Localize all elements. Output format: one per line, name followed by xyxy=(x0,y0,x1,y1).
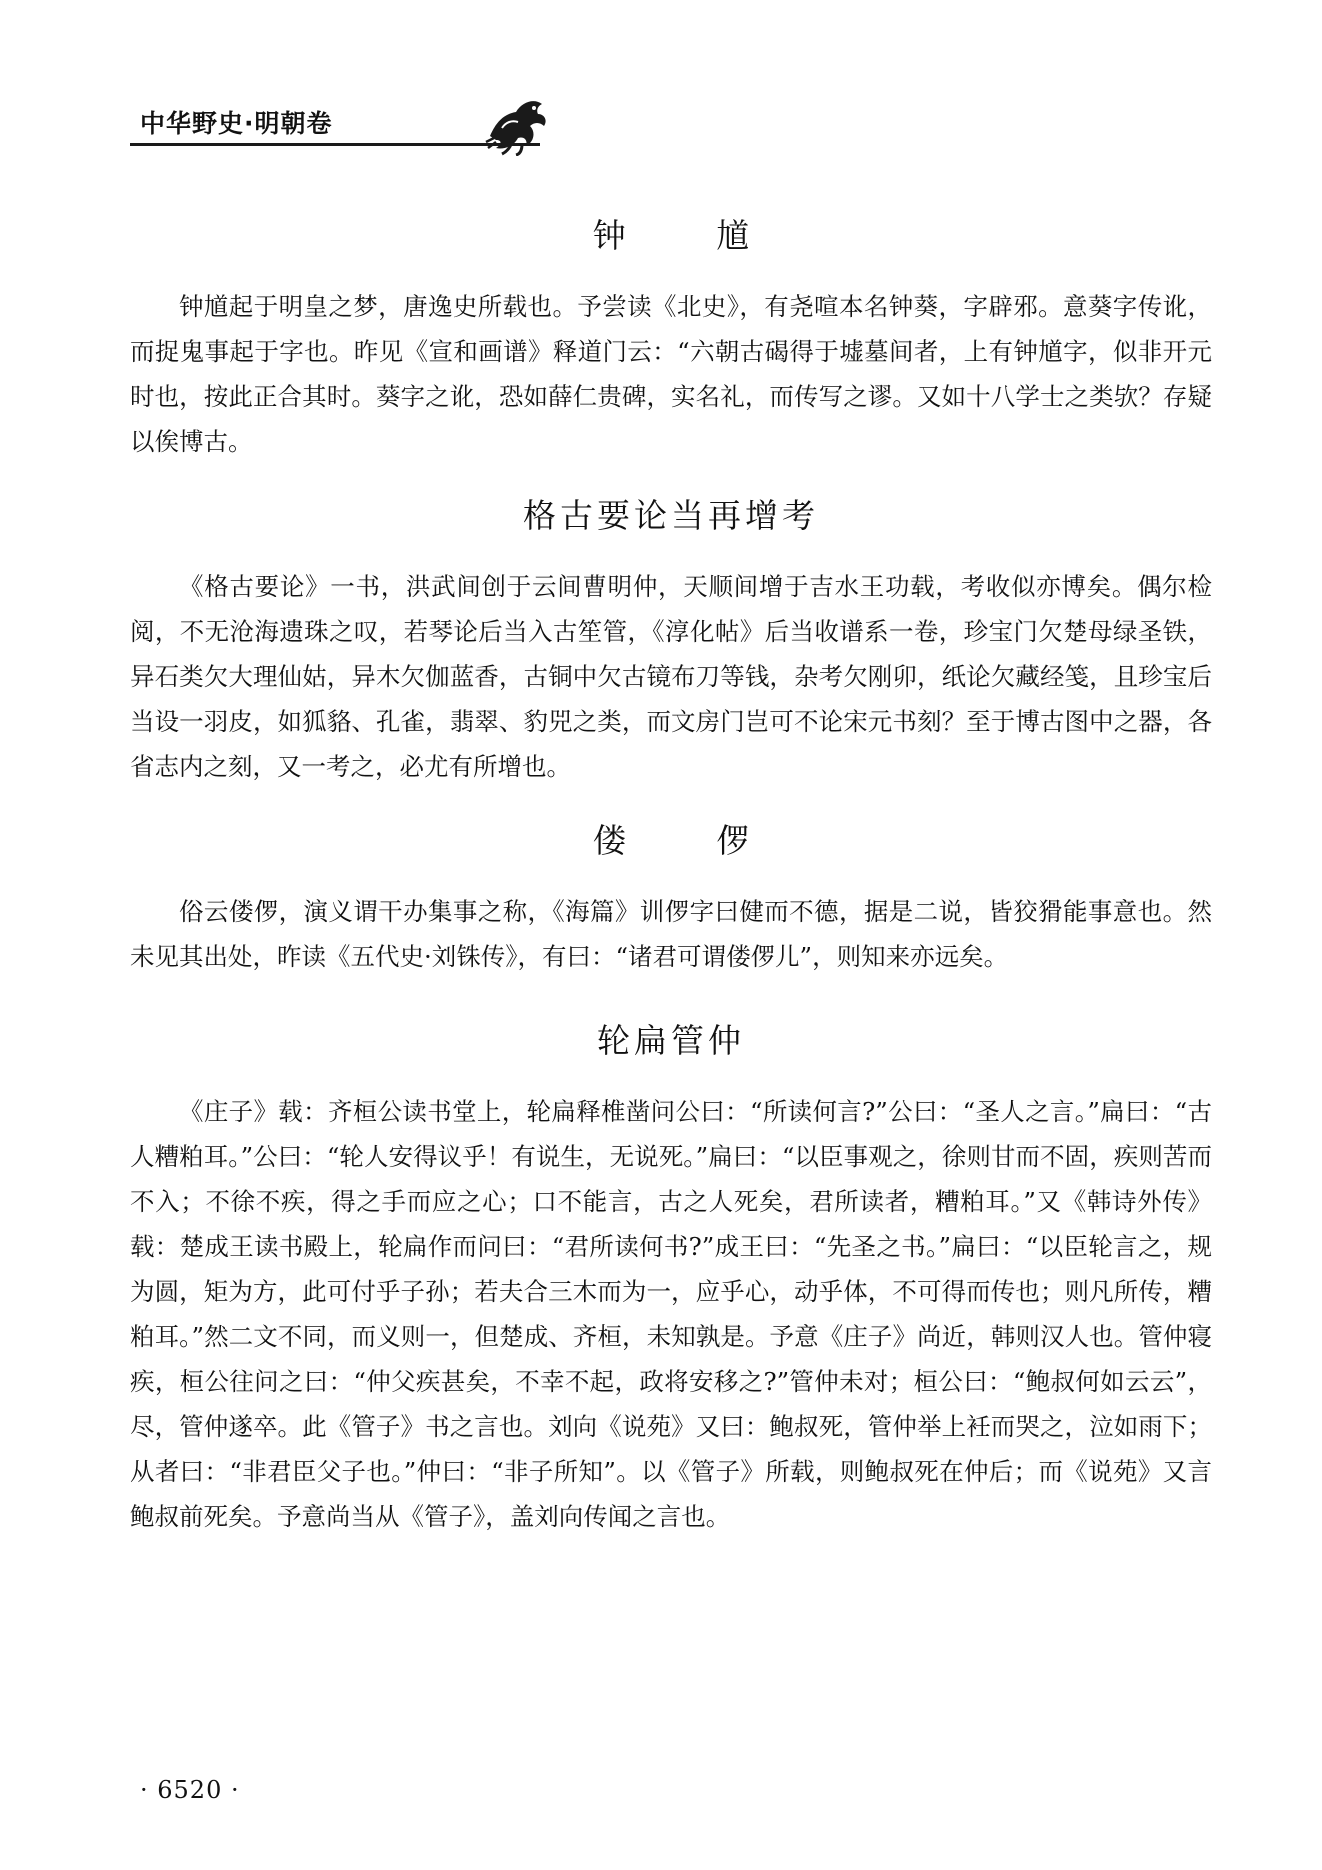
section-paragraph: 俗云偻㑩，演义谓干办集事之称，《海篇》训㑩字曰健而不德，据是二说，皆狡猾能事意也。然未见其出处，昨读《五代史·刘铢传》，有曰：“诸君可谓偻㑩儿”，则知来亦远矣。 xyxy=(130,897,1212,971)
running-header-title: 中华野史·明朝卷 xyxy=(140,109,333,138)
main-content xyxy=(130,214,1212,1539)
section-paragraph: 钟馗起于明皇之梦，唐逸史所载也。予尝读《北史》，有尧喧本名钟葵，字辟邪。意葵字传讹，而捉鬼事起于字也。昨见《宣和画谱》释道门云：“六朝古碣得于墟墓间者，上有钟馗字，似非开元时也，按此正合其时。葵字之讹，恐如薛仁贵碑，实名礼，而传写之谬。又如十八学士之类欤？存疑以俟博古。 xyxy=(130,292,1212,456)
dragon-emblem-icon xyxy=(482,92,552,156)
section-lunbian-guanzhong xyxy=(130,1019,1212,1539)
section-title: 钟 馗 xyxy=(592,216,790,255)
section-louluo xyxy=(130,819,1212,979)
page-number: · 6520 · xyxy=(140,1776,240,1804)
section-paragraph: 《格古要论》一书，洪武间创于云间曹明仲，天顺间增于吉水王功载，考收似亦博矣。偶尔检阅，不无沧海遗珠之叹，若琴论后当入古笙管，《淳化帖》后当收谱系一卷，珍宝门欠楚母绿圣铁，异石类欠大理仙姑，异木欠伽蓝香，古铜中欠古镜布刀等钱，杂考欠刚卯，纸论欠藏经笺，且珍宝后当设一羽皮，如狐貉、孔雀，翡翠、豹兕之类，而文房门岂可不论宋元书刻？至于博古图中之器，各省志内之刻，又一考之，必尤有所增也。 xyxy=(130,572,1212,781)
section-title: 轮扁管仲 xyxy=(597,1021,745,1060)
section-title: 格古要论当再增考 xyxy=(523,496,819,535)
section-zhong-kui xyxy=(130,214,1212,464)
section-paragraph: 《庄子》载：齐桓公读书堂上，轮扁释椎凿问公曰：“所读何言?”公曰：“圣人之言。”扁曰：“古人糟粕耳。”公曰：“轮人安得议乎！有说生，无说死。”扁曰：“以臣事观之，徐则甘而不固，疾则苦而不入；不徐不疾，得之手而应之心；口不能言，古之人死矣，君所读者，糟粕耳。”又《韩诗外传》载：楚成王读书殿上，轮扁作而问曰：“君所读何书?”成王曰：“先圣之书。”扁曰：“以臣轮言之，规为圆，矩为方，此可付乎子孙；若夫合三木而为一，应乎心，动乎体，不可得而传也；则凡所传，糟粕耳。”然二文不同，而义则一，但楚成、齐桓，未知孰是。予意《庄子》尚近，韩则汉人也。管仲寝疾，桓公往问之曰：“仲父疾甚矣，不幸不起，政将安移之?”管仲未对；桓公曰：“鲍叔何如云云”，尽，管仲遂卒。此《管子》书之言也。刘向《说苑》又曰：鲍叔死，管仲举上衽而哭之，泣如雨下；从者曰：“非君臣父子也。”仲曰：“非子所知”。以《管子》所载，则鲍叔死在仲后；而《说苑》又言鲍叔前死矣。予意尚当从《管子》，盖刘向传闻之言也。 xyxy=(130,1097,1212,1531)
section-title: 偻 㑩 xyxy=(592,821,790,860)
section-gegu-yaolun xyxy=(130,494,1212,789)
header-rule xyxy=(130,143,540,146)
